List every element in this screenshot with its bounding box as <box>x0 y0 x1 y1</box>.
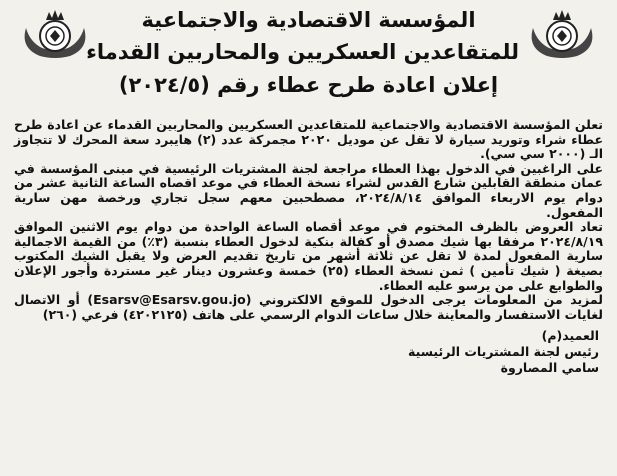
signature-position: رئيس لجنة المشتريات الرئيسية <box>408 344 599 360</box>
paragraph-contact-info: لمزيد من المعلومات يرجى الدخول للموقع الالكتروني (Esarsv@Esarsv.gou.jo) أو الاتصال لغايات الاستفسار والمعاينة خلال ساعات الدوام الرسمي على هاتف (٤٢٠٢١٢٥) فرعي (٢٦٠) <box>14 292 603 322</box>
signature-rank: العميد(م) <box>541 328 599 344</box>
crown-emblem-icon <box>20 8 90 60</box>
paragraph-submission-terms: تعاد العروض بالظرف المختوم في موعد أقصاه الساعة الواحدة من دوام يوم الاثنين الموافق ٢٠٢٤/٨/١٩ مرفقا بها شيك مصدق أو كفالة بنكية لدخول العطاء بنسبة (٣٪) من القيمة الاجمالية سارية المفعول لمدة لا تقل عن ثلاثة أشهر من تاريخ تقديم العرض ولا يقبل الشيك المكتوب بصيغة ( شيك تأمين ) ثمن نسخة العطاء (٢٥) خمسة وعشرون دينار غير مستردة وأجور الإعلان والطوابع على من يرسو عليه العطاء. <box>14 219 604 293</box>
title-organization: المؤسسة الاقتصادية والاجتماعية <box>141 8 476 32</box>
paragraph-purchase-instructions: على الراغبين في الدخول بهذا العطاء مراجعة لجنة المشتريات الرئيسية في مبنى المؤسسة في عمان منطقة القابلين شارع القدس لشراء نسخة العطاء في موعد اقصاه الساعة الثانية عشر من دوام يوم الاربعاء الموافق ٢٠٢٤/٨/١٤، مصطحبين معهم سجل تجاري ورخصة مهن سارية المفعول. <box>14 160 603 220</box>
title-tender-number: إعلان اعادة طرح عطاء رقم (٢٠٢٤/٥) <box>118 73 499 97</box>
header <box>8 4 609 116</box>
announcement-body <box>8 116 609 322</box>
signature-name: سامي المصاروة <box>500 360 599 376</box>
paragraph-tender-description: تعلن المؤسسة الاقتصادية والاجتماعية للمتقاعدين العسكريين والمحاربين القدماء عن اعادة طرح عطاء شراء وتوريد سيارة لا تقل عن موديل ٢٠٢٠ مجمركة عدد (٢) هايبرد سعة المحرك لا تتجاوز الـ (٢٠٠٠ سي سي). <box>14 117 603 162</box>
title-block <box>86 4 519 102</box>
title-subtitle: للمتقاعدين العسكريين والمحاربين القدماء <box>86 40 519 64</box>
crown-emblem-icon <box>527 8 597 60</box>
signature-block <box>8 322 609 376</box>
